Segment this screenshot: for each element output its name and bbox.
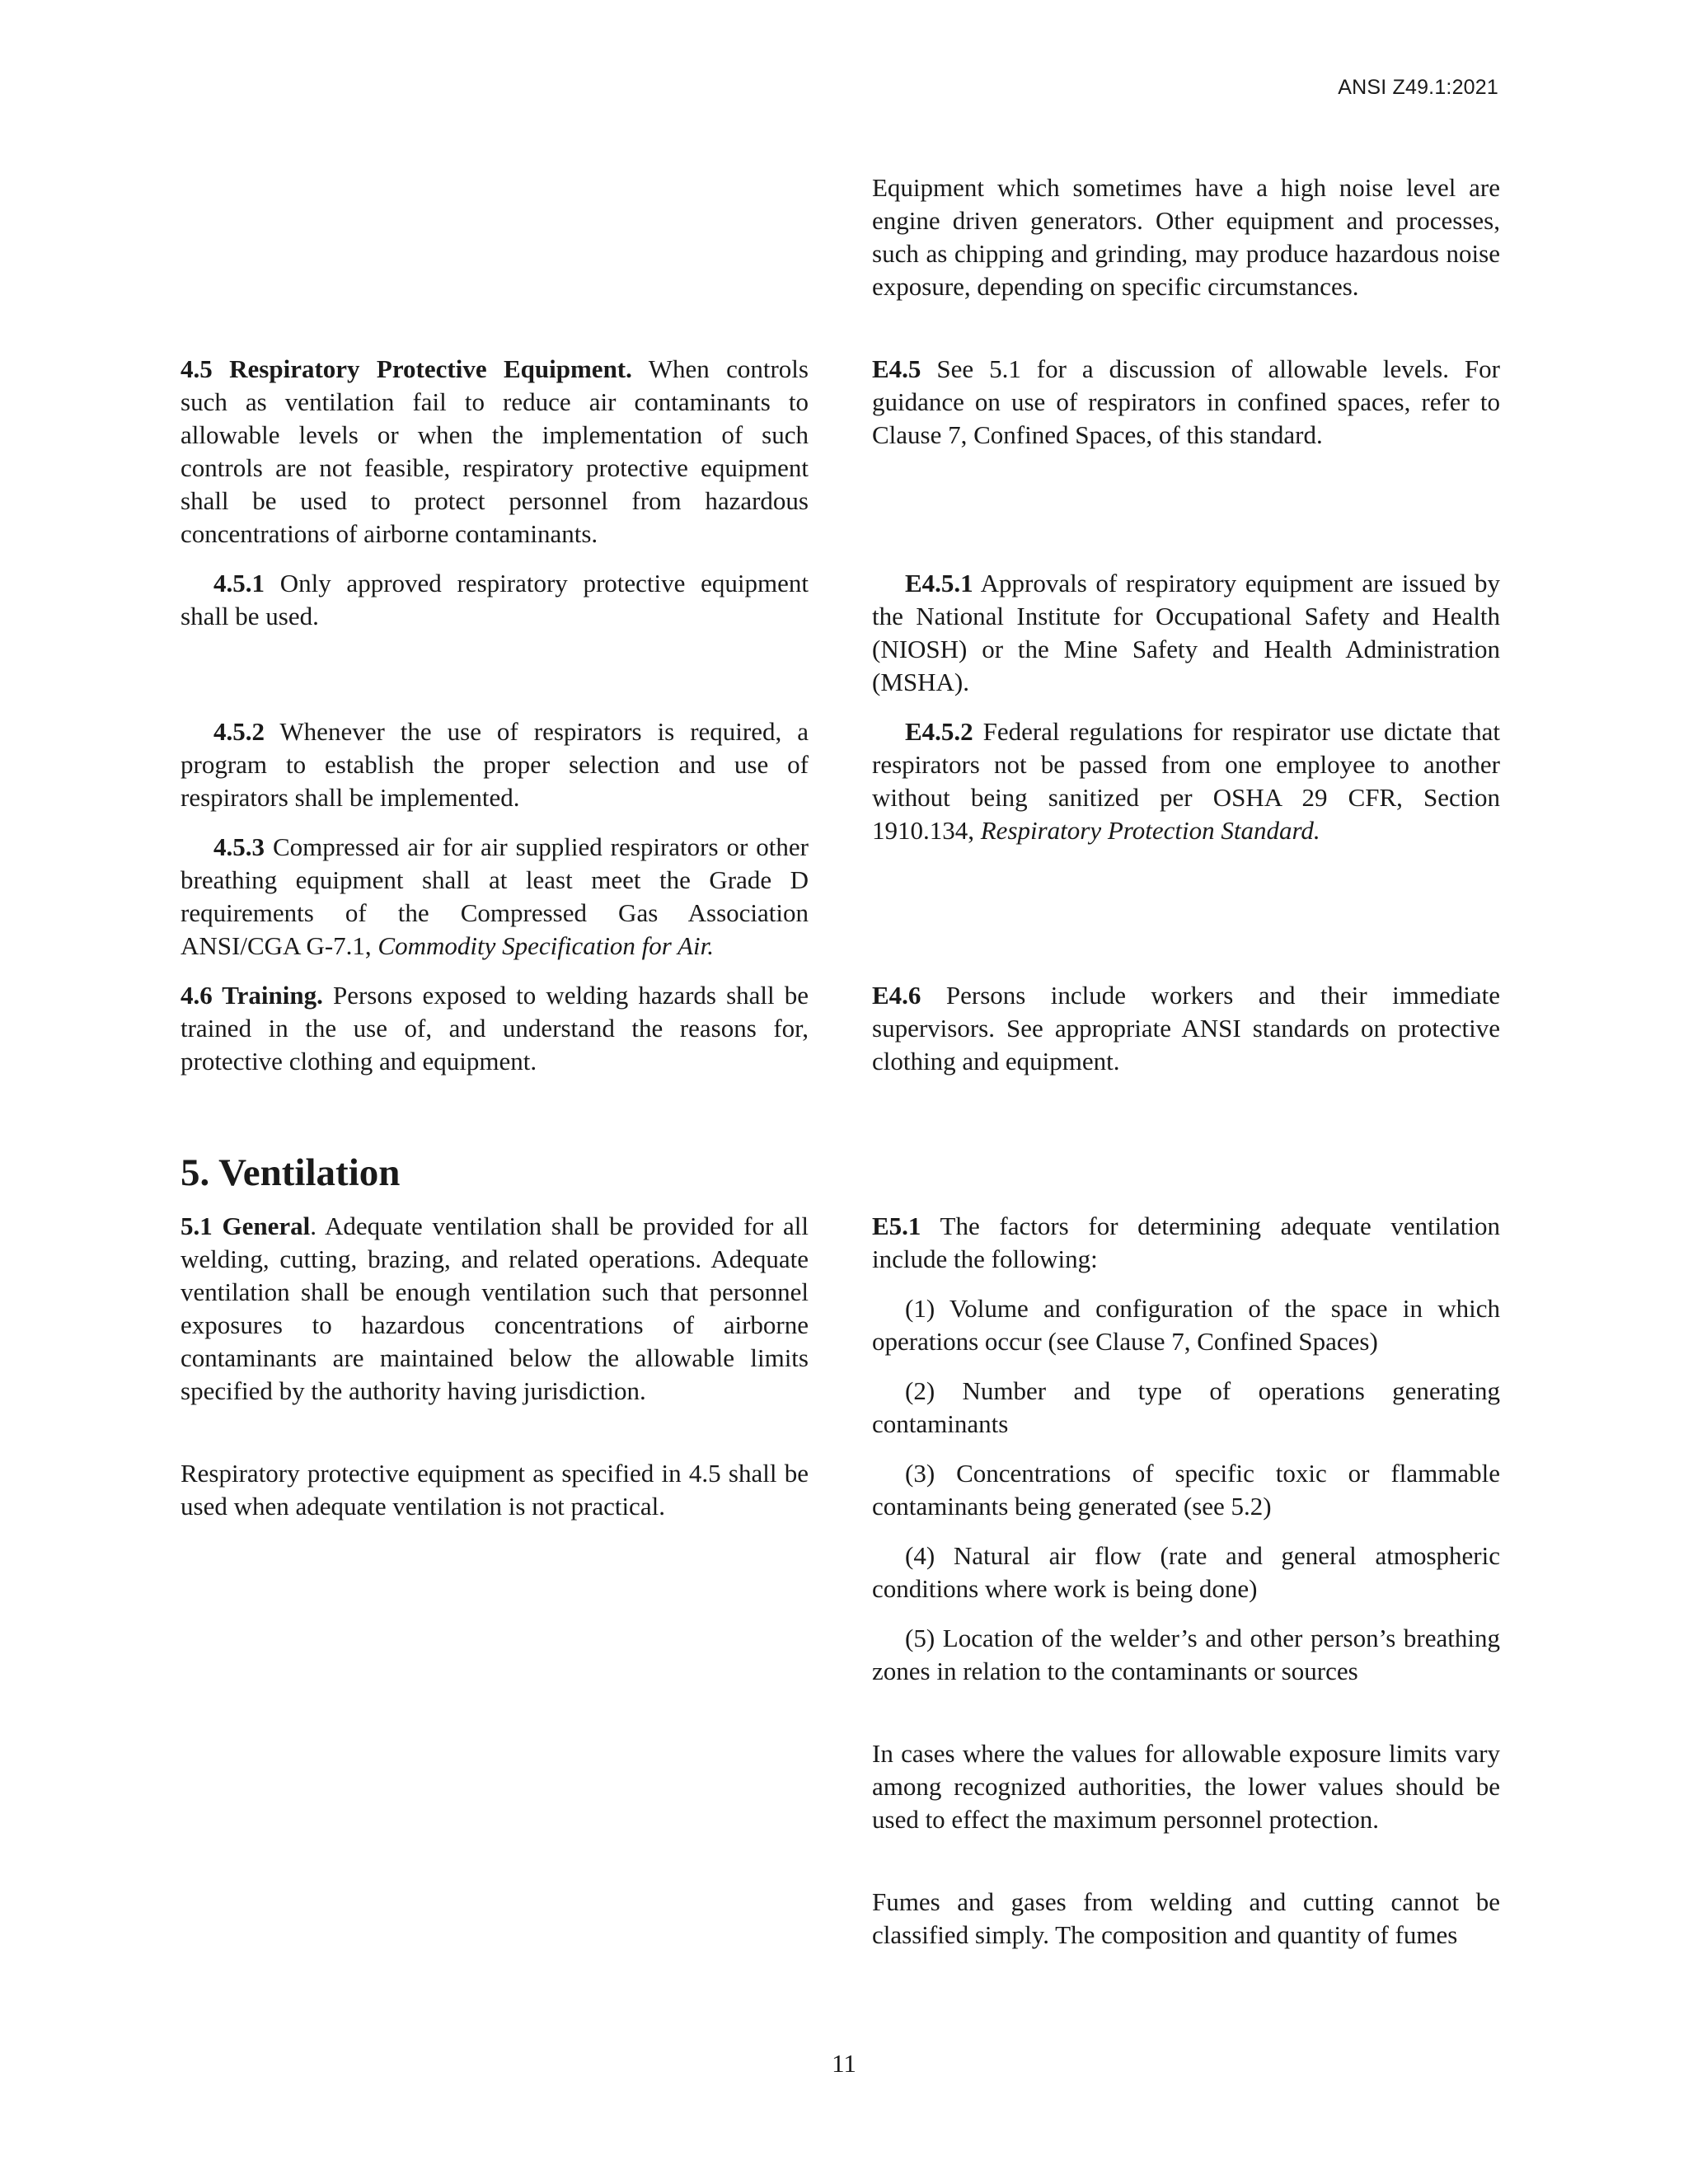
para-5-1-continued: Respiratory protective equipment as specified in 4.5 shall be used when adequate ventilation is not practical. [181,1459,809,1521]
para-4-5-1 [181,567,809,633]
para-exposure-limits: In cases where the values for allowable exposure limits vary among recognized authorities, the lower values should be used to effect the maximum personnel protection. [872,1739,1500,1834]
factor-item-1: (1) Volume and configuration of the space in which operations occur (see Clause 7, Confined Spaces) [872,1294,1500,1356]
clause-number: E5.1 [872,1212,921,1240]
clause-text: . Adequate ventilation shall be provided for all welding, cutting, brazing, and related operations. Adequate ventilation shall be enough ventilation such that personnel exposures to hazardous concentrations of airborne contaminants are maintained below the allowable limits specified by the authority having jurisdiction. [181,1212,809,1405]
section-heading: 5. Ventilation [181,1151,401,1194]
explanation-e4-5 [872,353,1500,452]
page-number: 11 [832,2049,856,2078]
factor-item-5: (5) Location of the welder’s and other person’s breathing zones in relation to the contaminants or sources [872,1624,1500,1685]
clause-number: 4.5 Respiratory Protective Equipment. [181,354,632,383]
running-header: ANSI Z49.1:2021 [1338,76,1498,99]
factor-item-3: (3) Concentrations of specific toxic or flammable contaminants being generated (see 5.2) [872,1459,1500,1521]
clause-number: E4.5.2 [905,717,973,746]
clause-number: 4.5.2 [213,717,265,746]
clause-number: 5.1 General [181,1212,311,1240]
citation-title: Commodity Specification for Air. [377,931,714,960]
para-4-5-2 [181,715,809,814]
explanation-continued: Equipment which sometimes have a high noise level are engine driven generators. Other equipment and processes, such as chipping and grinding, may produce hazardous noise exposure, depending on specific circumstances. [872,173,1500,301]
para-5-1 [181,1210,809,1408]
clause-text: When controls such as ventilation fail to reduce air contaminants to allowable levels or when the implementation of such controls are not feasible, respiratory protective equipment shall be used to protect personnel from hazardous concentrations of airborne contaminants. [181,354,809,548]
clause-text: The factors for determining adequate ventilation include the following: [872,1212,1500,1273]
para-fumes-gases: Fumes and gases from welding and cutting cannot be classified simply. The composition and quantity of fumes [872,1887,1500,1949]
clause-text: Persons include workers and their immediate supervisors. See appropriate ANSI standards on protective clothing and equipment. [872,981,1500,1076]
explanation-e4-5-2 [872,715,1500,847]
clause-number: E4.6 [872,981,921,1010]
clause-number: 4.6 Training. [181,981,323,1010]
clause-text: Persons exposed to welding hazards shall be trained in the use of, and understand the reasons for, protective clothing and equipment. [181,981,809,1076]
clause-text: See 5.1 for a discussion of allowable levels. For guidance on use of respirators in confined spaces, refer to Clause 7, Confined Spaces, of this standard. [872,354,1500,449]
para-4-5-3 [181,831,809,963]
explanation-e5-1 [872,1210,1500,1276]
clause-number: E4.5 [872,354,921,383]
clause-text: Approvals of respiratory equipment are issued by the National Institute for Occupational Safety and Health (NIOSH) or the Mine Safety and Health Administration (MSHA). [872,569,1500,696]
clause-text: Only approved respiratory protective equipment shall be used. [181,569,809,630]
clause-number: 4.5.1 [213,569,265,598]
clause-number: E4.5.1 [905,569,973,598]
factor-item-4: (4) Natural air flow (rate and general atmospheric conditions where work is being done) [872,1541,1500,1603]
clause-text: Whenever the use of respirators is required, a program to establish the proper selection and use of respirators shall be implemented. [181,717,809,812]
para-4-6 [181,979,809,1078]
explanation-e4-6 [872,979,1500,1078]
clause-number: 4.5.3 [213,832,265,861]
factor-item-2: (2) Number and type of operations generating contaminants [872,1376,1500,1438]
para-4-5 [181,353,809,551]
clause-text: Compressed air for air supplied respirators or other breathing equipment shall at least meet the Grade D requirements of the Compressed Gas Association ANSI/CGA G-7.1, [181,832,809,960]
clause-text: Federal regulations for respirator use dictate that respirators not be passed from one employee to another without being sanitized per OSHA 29 CFR, Section 1910.134, [872,717,1500,845]
citation-title: Respiratory Protection Standard. [980,816,1320,845]
explanation-e4-5-1 [872,567,1500,699]
